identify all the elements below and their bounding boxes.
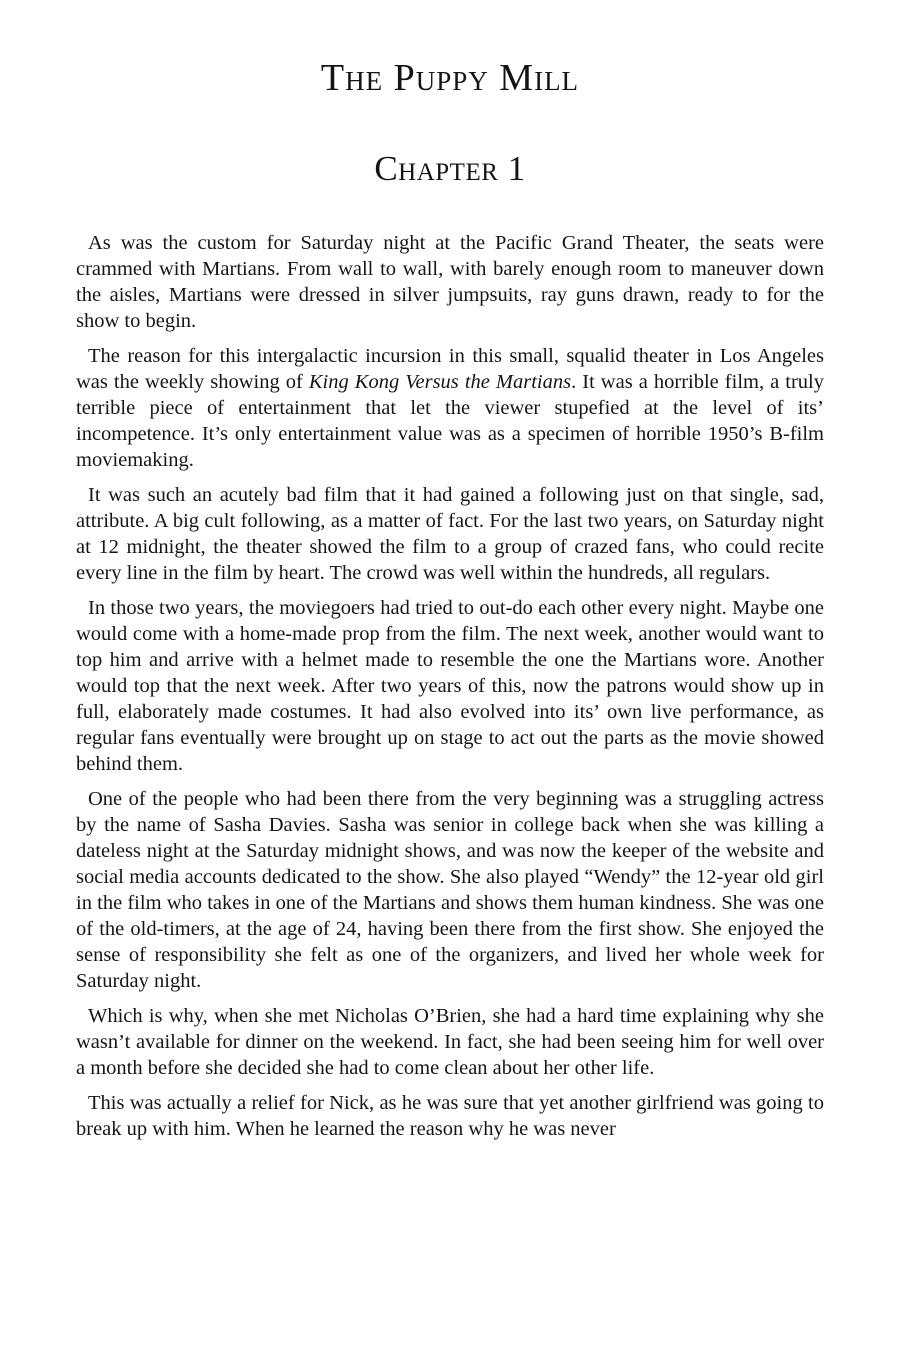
text-run: Which is why, when she met Nicholas O’Brien, she had a hard time explaining why she wasn’t available for dinner on the weekend. In fact, she had been seeing him for well over a month before she decided she had to come clean about her other life. <box>76 1005 824 1079</box>
paragraph <box>76 343 824 473</box>
text-run: As was the custom for Saturday night at the Pacific Grand Theater, the seats were crammed with Martians. From wall to wall, with barely enough room to maneuver down the aisles, Martians were dressed in silver jumpsuits, ray guns drawn, ready to for the show to begin. <box>76 232 824 332</box>
paragraph <box>76 230 824 334</box>
chapter-heading: Chapter 1 <box>374 149 526 188</box>
paragraph <box>76 482 824 586</box>
text-run: . It was a horrible film, a truly terrible piece of entertainment that let the viewer stupefied at the level of its’ incompetence. It’s only entertainment value was as a specimen of horrible 1950’s B-film moviemaking. <box>76 371 824 471</box>
text-run: This was actually a relief for Nick, as he was sure that yet another girlfriend was going to break up with him. When he learned the reason why he was never <box>76 1092 824 1140</box>
text-run: The reason for this intergalactic incursion in this small, squalid theater in Los Angeles was the weekly showing of <box>76 345 824 393</box>
paragraph <box>76 786 824 994</box>
text-run: It was such an acutely bad film that it had gained a following just on that single, sad, attribute. A big cult following, as a matter of fact. For the last two years, on Saturday night at 12 midnight, the theater showed the film to a group of crazed fans, who could recite every line in the film by heart. The crowd was well within the hundreds, all regulars. <box>76 484 824 584</box>
text-run: In those two years, the moviegoers had tried to out-do each other every night. Maybe one would come with a home-made prop from the film. The next week, another would want to top him and arrive with a helmet made to resemble the one the Martians wore. Another would top that the next week. After two years of this, now the patrons would show up in full, elaborately made costumes. It had also evolved into its’ own live performance, as regular fans eventually were brought up on stage to act out the parts as the movie showed behind them. <box>76 597 824 775</box>
book-title: The Puppy Mill <box>320 57 580 99</box>
italic-text-run: King Kong Versus the Martians <box>308 371 572 393</box>
paragraph <box>76 595 824 777</box>
paragraph <box>76 1090 824 1142</box>
page-body <box>76 230 824 1142</box>
text-run: One of the people who had been there from the very beginning was a struggling actress by the name of Sasha Davies. Sasha was senior in college back when she was killing a dateless night at the Saturday midnight shows, and was now the keeper of the website and social media accounts dedicated to the show. She also played “Wendy” the 12-year old girl in the film who takes in one of the Martians and shows them human kindness. She was one of the old-timers, at the age of 24, having been there from the first show. She enjoyed the sense of responsibility she felt as one of the organizers, and lived her whole week for Saturday night. <box>76 788 824 992</box>
paragraph <box>76 1003 824 1081</box>
